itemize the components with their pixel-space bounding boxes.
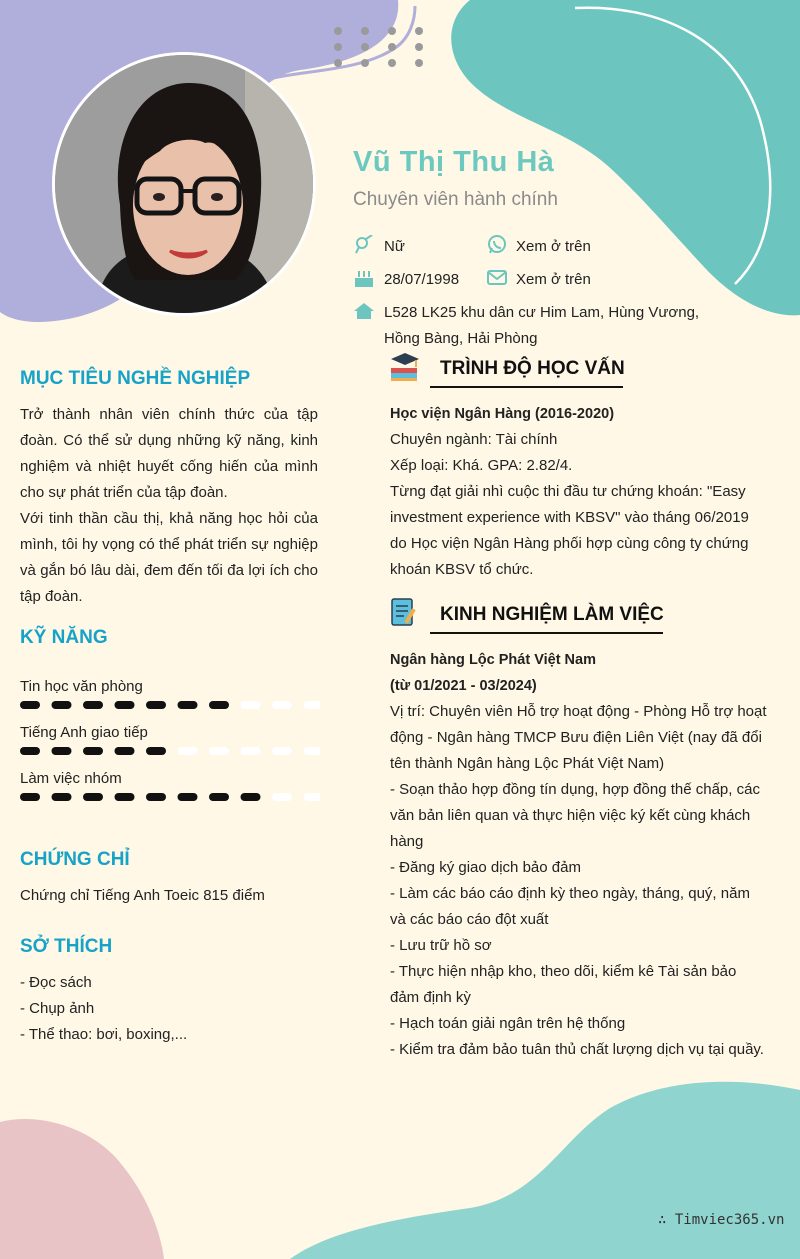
skill-segment-empty bbox=[209, 747, 229, 755]
skill-rating-english bbox=[20, 745, 320, 757]
whatsapp-icon bbox=[486, 235, 508, 255]
gender-icon bbox=[353, 235, 375, 255]
skill-segment-empty bbox=[178, 747, 198, 755]
pink-blob bbox=[0, 1119, 164, 1259]
education-grade: Xếp loại: Khá. GPA: 2.82/4. bbox=[390, 457, 573, 474]
experience-heading-rule bbox=[430, 632, 663, 634]
experience-duty: - Kiểm tra đảm bảo tuân thủ chất lượng dịch vụ tại quầy. bbox=[390, 1041, 764, 1058]
education-school: Học viện Ngân Hàng (2016-2020) bbox=[390, 406, 615, 422]
skill-segment-empty bbox=[304, 701, 321, 709]
footer-brand: ∴ Timviec365.vn bbox=[658, 1212, 785, 1228]
education-award: Từng đạt giải nhì cuộc thi đầu tư chứng khoán: "Easy investment experience with KBSV" vào tháng 06/2019 do Học viện Ngân Hàng phối hợp cùng công ty chứng khoán KBSV tổ chức. bbox=[390, 483, 749, 578]
skills-heading: KỸ NĂNG bbox=[20, 627, 108, 648]
skill-segment-empty bbox=[272, 747, 292, 755]
skill-segment-filled bbox=[20, 701, 40, 709]
skill-segment-filled bbox=[52, 701, 72, 709]
skill-segment-filled bbox=[146, 747, 166, 755]
experience-duty: - Soạn thảo hợp đồng tín dụng, hợp đồng thế chấp, các văn bản liên quan và thực hiện việc ký kết cùng khách hàng bbox=[390, 781, 760, 850]
certificate-item: Chứng chỉ Tiếng Anh Toeic 815 điểm bbox=[20, 887, 265, 904]
skill-segment-empty bbox=[272, 701, 292, 709]
skill-segment-filled bbox=[83, 793, 103, 801]
graduation-cap-icon bbox=[388, 350, 422, 382]
address-line-1: L528 LK25 khu dân cư Him Lam, Hùng Vương, bbox=[384, 304, 700, 321]
skill-segment-filled bbox=[115, 793, 135, 801]
skill-segment-filled bbox=[178, 701, 198, 709]
email-value: Xem ở trên bbox=[516, 271, 591, 288]
skill-segment-empty bbox=[272, 793, 292, 801]
teal-blob-bottom bbox=[290, 1082, 800, 1259]
work-document-icon bbox=[388, 596, 422, 628]
experience-duty: - Làm các báo cáo định kỳ theo ngày, tháng, quý, năm và các báo cáo đột xuất bbox=[390, 885, 750, 928]
experience-position: Vị trí: Chuyên viên Hỗ trợ hoạt động - Phòng Hỗ trợ hoạt động - Ngân hàng TMCP Bưu điện Liên Việt (nay đã đổi tên thành Ngân hàng Lộc Phát Việt Nam) bbox=[390, 703, 767, 772]
avatar bbox=[52, 52, 316, 316]
skill-segment-filled bbox=[20, 747, 40, 755]
skill-segment-filled bbox=[83, 701, 103, 709]
objective-paragraph-2: Với tinh thần cầu thị, khả năng học hỏi của mình, tôi hy vọng có thể phát triển sự nghiệp và gắn bó lâu dài, đem đến tối đa lợi ích cho tập đoàn. bbox=[20, 510, 318, 605]
phone-value: Xem ở trên bbox=[516, 238, 591, 255]
objective-paragraph-1: Trở thành nhân viên chính thức của tập đoàn. Có thể sử dụng những kỹ năng, kinh nghiệm và nhiệt huyết cống hiến của mình cho sự phát triển của tập đoàn. bbox=[20, 406, 318, 501]
full-name: Vũ Thị Thu Hà bbox=[353, 146, 555, 178]
education-major: Chuyên ngành: Tài chính bbox=[390, 431, 558, 448]
skill-rating-teamwork bbox=[20, 791, 320, 803]
job-title: Chuyên viên hành chính bbox=[353, 189, 558, 210]
skill-segment-empty bbox=[241, 701, 261, 709]
experience-duty: - Thực hiện nhập kho, theo dõi, kiểm kê Tài sản bảo đảm định kỳ bbox=[390, 963, 737, 1006]
experience-duty: - Hạch toán giải ngân trên hệ thống bbox=[390, 1015, 626, 1032]
skill-segment-empty bbox=[304, 793, 321, 801]
address-line-2: Hồng Bàng, Hải Phòng bbox=[384, 330, 538, 347]
skill-segment-filled bbox=[146, 701, 166, 709]
skill-label-teamwork: Làm việc nhóm bbox=[20, 770, 122, 787]
skill-rating-office bbox=[20, 699, 320, 711]
hobby-item: - Thể thao: bơi, boxing,... bbox=[20, 1026, 188, 1043]
home-icon bbox=[353, 301, 375, 321]
skill-segment-filled bbox=[83, 747, 103, 755]
experience-period: (từ 01/2021 - 03/2024) bbox=[390, 678, 537, 694]
experience-details bbox=[390, 647, 768, 1063]
education-details bbox=[390, 401, 768, 583]
education-heading: TRÌNH ĐỘ HỌC VẤN bbox=[440, 358, 625, 379]
experience-duty: - Đăng ký giao dịch bảo đảm bbox=[390, 859, 581, 876]
skill-segment-filled bbox=[115, 747, 135, 755]
skill-segment-filled bbox=[146, 793, 166, 801]
skill-segment-filled bbox=[52, 747, 72, 755]
email-icon bbox=[486, 268, 508, 288]
avatar-illustration bbox=[55, 55, 313, 313]
objective-text bbox=[20, 402, 318, 610]
experience-company: Ngân hàng Lộc Phát Việt Nam bbox=[390, 652, 596, 668]
skill-segment-filled bbox=[52, 793, 72, 801]
certificates-heading: CHỨNG CHỈ bbox=[20, 849, 130, 870]
skill-segment-empty bbox=[304, 747, 321, 755]
gender-value: Nữ bbox=[384, 238, 405, 255]
skill-segment-empty bbox=[241, 747, 261, 755]
hobby-item: - Chụp ảnh bbox=[20, 1000, 95, 1017]
birthday-cake-icon bbox=[353, 268, 375, 288]
objective-heading: MỤC TIÊU NGHỀ NGHIỆP bbox=[20, 368, 251, 389]
education-heading-rule bbox=[430, 386, 623, 388]
skill-segment-filled bbox=[178, 793, 198, 801]
experience-duty: - Lưu trữ hồ sơ bbox=[390, 937, 492, 954]
skill-segment-filled bbox=[115, 701, 135, 709]
skill-segment-filled bbox=[20, 793, 40, 801]
birthday-value: 28/07/1998 bbox=[384, 271, 460, 288]
experience-heading: KINH NGHIỆM LÀM VIỆC bbox=[440, 604, 664, 625]
skill-segment-filled bbox=[209, 793, 229, 801]
hobbies-list bbox=[20, 970, 318, 1048]
skill-segment-filled bbox=[209, 701, 229, 709]
hobbies-heading: SỞ THÍCH bbox=[20, 936, 113, 957]
skill-label-english: Tiếng Anh giao tiếp bbox=[20, 724, 148, 741]
skill-label-office: Tin học văn phòng bbox=[20, 678, 143, 695]
hobby-item: - Đọc sách bbox=[20, 974, 92, 991]
skill-segment-filled bbox=[241, 793, 261, 801]
